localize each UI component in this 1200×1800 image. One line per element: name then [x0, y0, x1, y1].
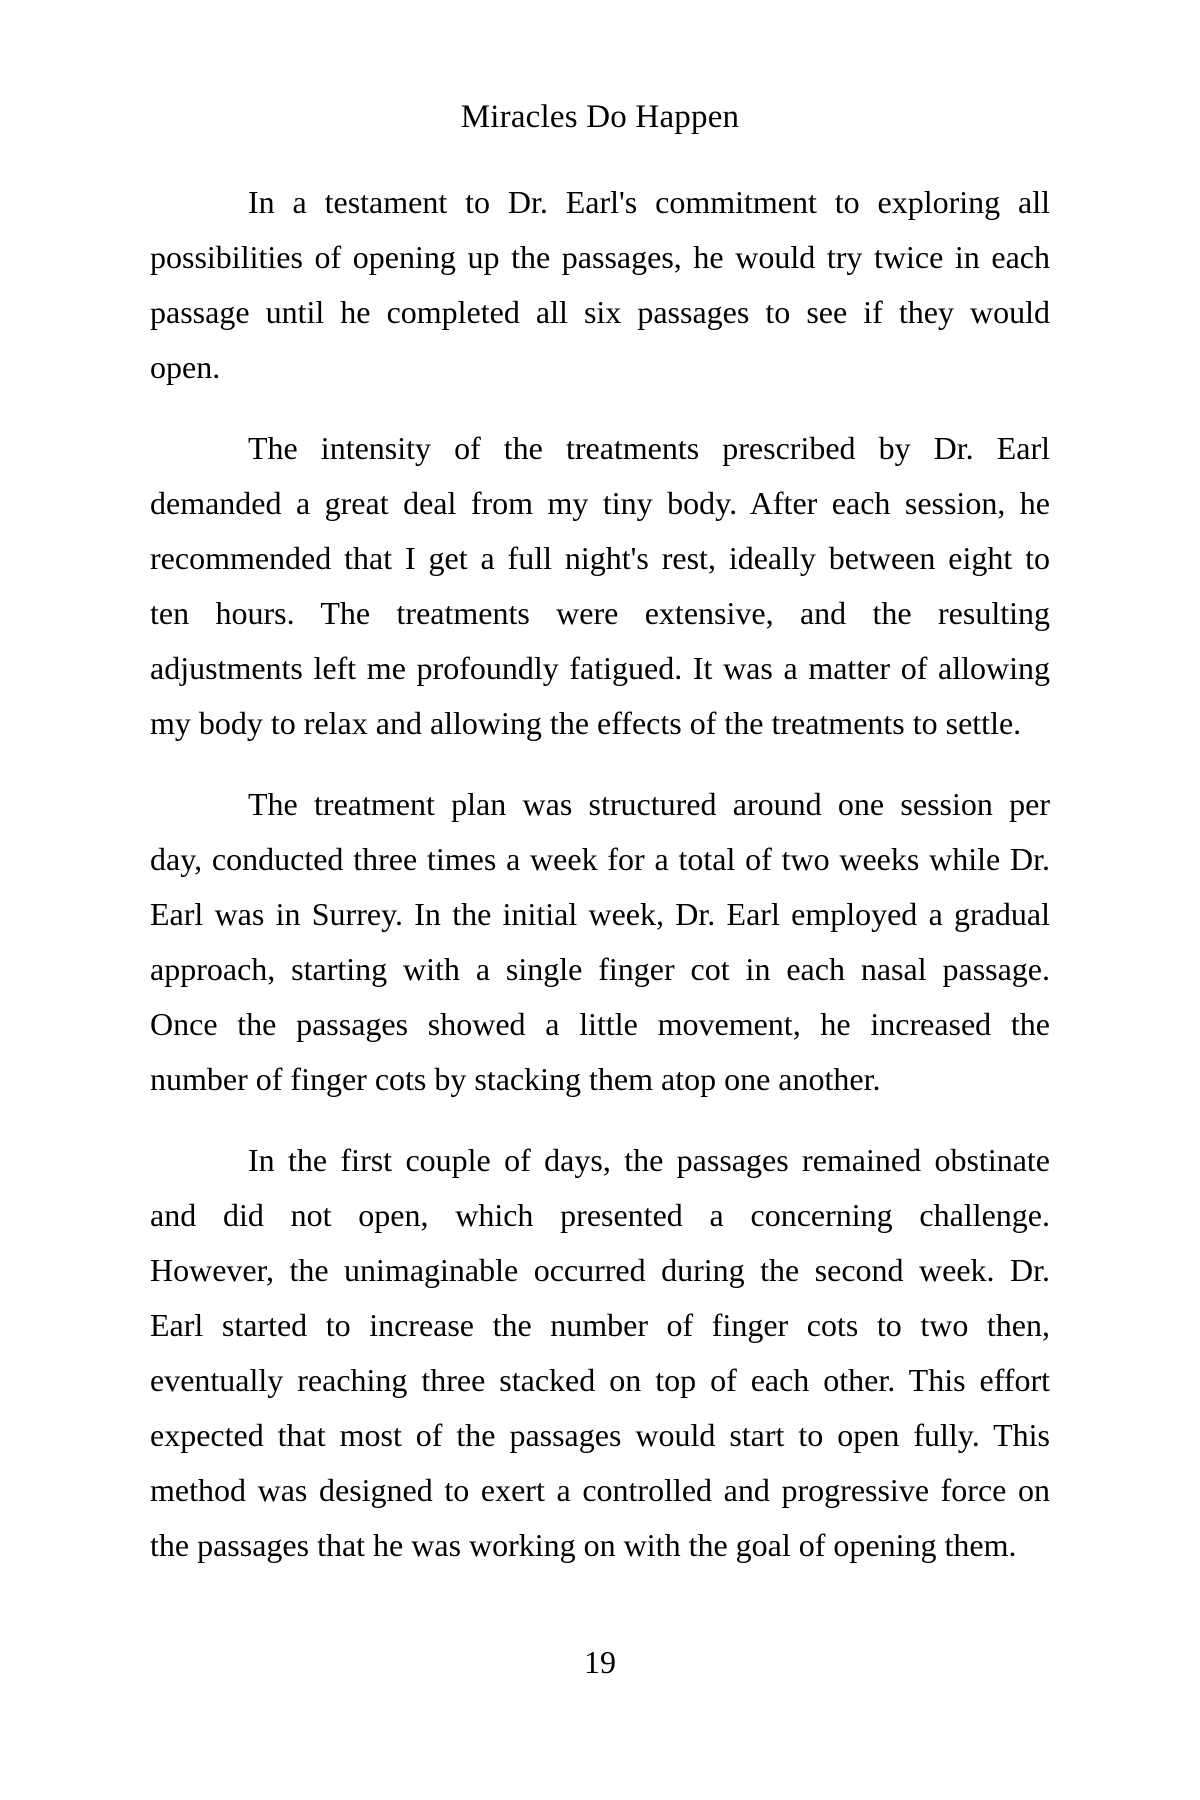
- text-line: Earl was in Surrey. In the initial week, Dr. Earl employed a gradual: [150, 896, 1050, 932]
- paragraph: [150, 421, 1050, 751]
- text-line: demanded a great deal from my tiny body. After each session, he: [150, 485, 1050, 521]
- text-line: eventually reaching three stacked on top of each other. This effort: [150, 1362, 1050, 1398]
- text-line: The intensity of the treatments prescribed by Dr. Earl: [248, 430, 1050, 466]
- text-line: In a testament to Dr. Earl's commitment to exploring all: [248, 184, 1050, 220]
- text-line: day, conducted three times a week for a total of two weeks while Dr.: [150, 841, 1050, 877]
- text-line: my body to relax and allowing the effects of the treatments to settle.: [150, 705, 1022, 741]
- text-line: However, the unimaginable occurred during the second week. Dr.: [150, 1252, 1050, 1288]
- text-line: possibilities of opening up the passages, he would try twice in each: [150, 239, 1050, 275]
- text-line: the passages that he was working on with the goal of opening them.: [150, 1527, 1017, 1563]
- text-line: passage until he completed all six passages to see if they would: [150, 294, 1050, 330]
- text-line: Earl started to increase the number of finger cots to two then,: [150, 1307, 1050, 1343]
- document-body: [150, 175, 1050, 1573]
- text-line: approach, starting with a single finger cot in each nasal passage.: [150, 951, 1050, 987]
- paragraph: [150, 175, 1050, 395]
- text-line: ten hours. The treatments were extensive, and the resulting: [150, 595, 1050, 631]
- paragraph: [150, 777, 1050, 1107]
- text-line: recommended that I get a full night's rest, ideally between eight to: [150, 540, 1050, 576]
- text-line: method was designed to exert a controlled and progressive force on: [150, 1472, 1050, 1508]
- text-line: In the first couple of days, the passages remained obstinate: [248, 1142, 1050, 1178]
- page-title: Miracles Do Happen: [460, 99, 740, 135]
- page-number: 19: [584, 1644, 616, 1680]
- text-line: and did not open, which presented a concerning challenge.: [150, 1197, 1050, 1233]
- text-line: expected that most of the passages would start to open fully. This: [150, 1417, 1050, 1453]
- text-line: open.: [150, 349, 221, 385]
- text-line: number of finger cots by stacking them atop one another.: [150, 1061, 881, 1097]
- text-line: adjustments left me profoundly fatigued. It was a matter of allowing: [150, 650, 1050, 686]
- paragraph: [150, 1133, 1050, 1573]
- text-line: Once the passages showed a little movement, he increased the: [150, 1006, 1050, 1042]
- text-line: The treatment plan was structured around one session per: [248, 786, 1050, 822]
